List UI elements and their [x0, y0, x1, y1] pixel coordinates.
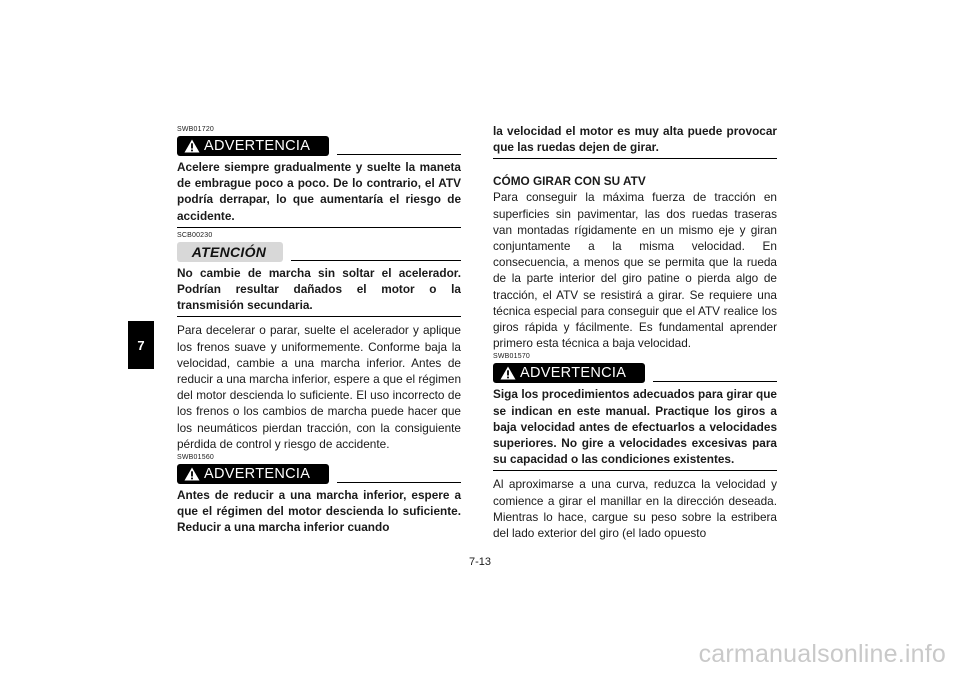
warning-text: Antes de reducir a una marcha inferior, espere a que el régimen del motor descienda lo suficiente. Reducir a una marcha inferior cuando [177, 488, 461, 535]
page-number: 7-13 [468, 556, 492, 568]
header-rule [337, 154, 461, 155]
warning-text: Acelere siempre gradualmente y suelte la maneta de embrague poco a poco. De lo contrario, el ATV podría derrapar, lo que aumentaría el riesgo de accidente. [177, 159, 461, 228]
warning-badge [177, 136, 329, 156]
header-rule [337, 482, 461, 483]
header-rule [653, 381, 777, 382]
section-title: CÓMO GIRAR CON SU ATV [493, 174, 646, 189]
right-column [493, 123, 777, 541]
warning-header [493, 363, 777, 383]
warning-label: ADVERTENCIA [520, 365, 627, 382]
warning-triangle-icon [500, 366, 516, 380]
warning-code: SWB01560 [177, 454, 215, 462]
warning-triangle-icon [184, 467, 200, 481]
left-column [177, 124, 461, 539]
header-rule [291, 260, 461, 261]
warning-badge [177, 464, 329, 484]
warning-code: SWB01570 [493, 353, 531, 361]
turning-paragraph: Para conseguir la máxima fuerza de tracción en superficies sin pavimentar, las dos ruedas traseras van montadas rígidamente en un mismo eje y giran conjuntamente a la misma velocidad. En consecuencia, a menos que se permita que la rueda de la parte interior del giro patine o pierda algo de tracción, el ATV se resistirá a girar. Se requiere una técnica especial para conseguir que el ATV realice los giros rápida y fácilmente. Es fundamental aprender primero esta técnica a baja velocidad. [493, 190, 777, 351]
warning-code: SWB01720 [177, 126, 215, 133]
warning-triangle-icon [184, 139, 200, 153]
chapter-tab-number: 7 [137, 337, 145, 353]
watermark: carmanualsonline.info [698, 640, 946, 668]
warning-header [177, 136, 461, 156]
caution-text: No cambie de marcha sin soltar el acelerador. Podrían resultar dañados el motor o la transmisión secundaria. [177, 265, 461, 318]
warning-text-continued: la velocidad el motor es muy alta puede provocar que las ruedas dejen de girar. [493, 123, 777, 159]
caution-header [177, 242, 461, 262]
curve-paragraph: Al aproximarse a una curva, reduzca la velocidad y comience a girar el manillar en la dirección deseada. Mientras lo hace, cargue su peso sobre la estribera del lado exterior del giro (el lado opuesto [493, 477, 777, 541]
warning-label: ADVERTENCIA [204, 466, 311, 483]
warning-label: ADVERTENCIA [204, 138, 311, 154]
caution-label: ATENCIÓN [191, 243, 267, 260]
caution-code: SCB00230 [177, 231, 213, 239]
warning-header [177, 464, 461, 484]
chapter-tab [128, 321, 154, 369]
warning-text: Siga los procedimientos adecuados para girar que se indican en este manual. Practique los giros a baja velocidad antes de efectuarlos a velocidades superiores. No gire a velocidades excesivas para su capacidad o las condiciones existentes. [493, 386, 777, 471]
decelerate-paragraph: Para decelerar o parar, suelte el acelerador y aplique los frenos suave y uniformemente. Conforme baja la velocidad, cambie a una marcha inferior. Antes de reducir a una marcha inferior, espere a que el régimen del motor descienda lo suficiente. El uso incorrecto de los frenos o los cambios de marcha puede hacer que los neumáticos pierdan tracción, con la consiguiente pérdida de control y riesgo de accidente. [177, 323, 461, 451]
caution-badge [177, 242, 283, 262]
warning-badge [493, 363, 645, 383]
